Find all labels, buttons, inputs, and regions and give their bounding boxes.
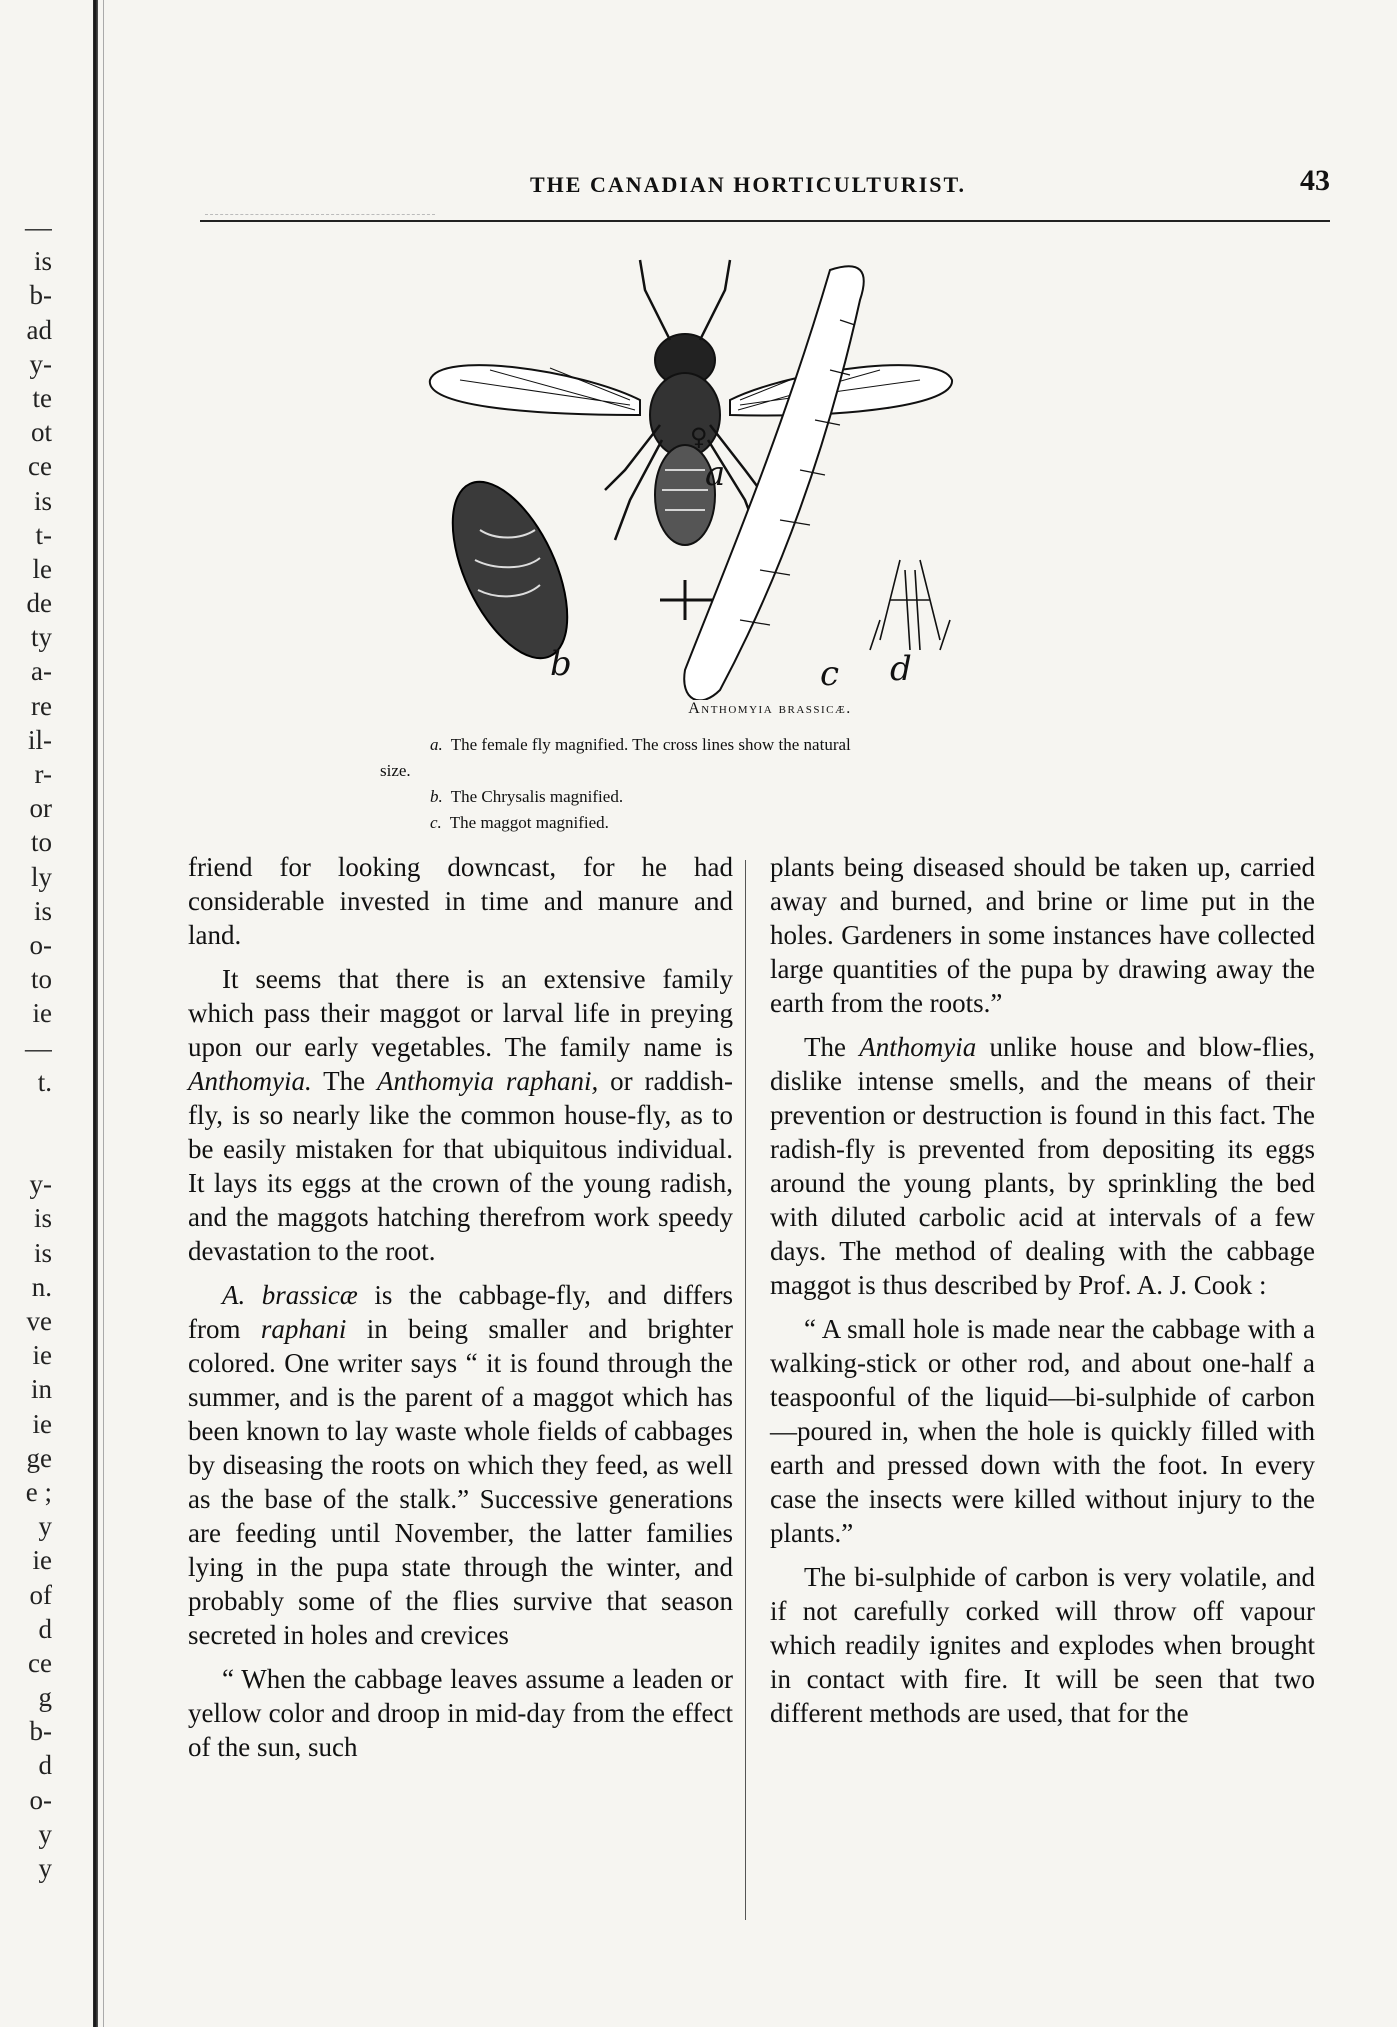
caption-title: Anthomyia brassicæ. [688,700,852,717]
caption-item-a-wrap: size. [380,761,411,780]
edge-fragment: o- [29,1784,52,1815]
facing-page-edge-text [0,210,52,1885]
edge-fragment: b- [29,1716,52,1747]
edge-fragment: b- [29,280,52,311]
edge-fragment: n. [31,1271,52,1302]
edge-fragment: g [38,1682,52,1713]
edge-fragment: ie [32,1545,52,1576]
journal-title: THE CANADIAN HORTICULTURIST. [530,172,967,197]
figure-caption [380,700,1120,836]
edge-fragment: d [38,1750,52,1781]
edge-fragment: is [33,246,52,277]
caption-item-c: c. The maggot magnified. [430,813,609,832]
edge-fragment: y [38,1818,52,1849]
edge-fragment: a- [31,656,52,687]
edge-fragment: to [30,964,52,995]
edge-fragment: is [33,485,52,516]
edge-fragment: y- [29,348,52,379]
paragraph: plants being diseased should be taken up, carried away and burned, and brine or lime put in the holes. Gardeners in some instances have collected large quantities of the pupa by drawing away the earth from the roots.” [770,852,1315,1018]
edge-fragment: ce [28,1647,52,1678]
anthomyia-illustration [400,240,1120,700]
paragraph: The Anthomyia unlike house and blow-flies, dislike intense smells, and the means of their prevention or destruction is found in this fact. The radish-fly is prevented from depositing its eggs around the young plants, by sprinkling the bed with diluted carbolic acid at intervals of a few days. The method of dealing with the cabbage maggot is thus described by Prof. A. J. Cook : [770,1032,1315,1300]
paragraph: The bi-sulphide of carbon is very volatile, and if not carefully corked will throw off vapour which readily ignites and explodes when brought in contact with fire. It will be seen that two different methods are used, that for the [770,1562,1315,1728]
edge-fragment: d [38,1613,52,1644]
edge-fragment: e ; [25,1476,52,1507]
edge-fragment: ly [30,861,52,892]
running-head [200,164,1330,208]
caption-item-b: b. The Chrysalis magnified. [430,787,624,806]
edge-fragment: is [33,1203,52,1234]
paragraph: A. brassicæ is the cabbage-fly, and differs from raphani in being smaller and brighter colored. One writer says “ it is found through the summer, and is the parent of a maggot which has been known to lay waste whole fields of cabbages by diseasing the roots on which they feed, as well as the base of the stalk.” Successive generations are feeding until November, the latter families lying in the pupa state through the winter, and probably some of the flies survive that season secreted in holes and crevices [188,1280,734,1650]
edge-fragment: ie [32,1408,52,1439]
caption-item-a: a. The female fly magnified. The cross lines show the natural [430,735,851,754]
figure-label-c: c [820,654,840,694]
gutter-line [103,0,104,2027]
paragraph: friend for looking downcast, for he had considerable invested in time and manure and land. [188,852,733,950]
edge-fragment: of [29,1579,52,1610]
edge-fragment: ie [32,1340,52,1371]
figure-label-b: b [550,644,572,684]
edge-fragment: il- [28,724,52,755]
edge-fragment [0,1099,52,1133]
paragraph: “ When the cabbage leaves assume a leaden or yellow color and droop in mid-day from the effect of the sun, such [188,1664,733,1762]
edge-fragment: — [25,1032,52,1063]
female-symbol: ♀ [690,423,708,451]
edge-fragment: ce [28,451,52,482]
edge-fragment: te [32,382,52,413]
edge-fragment: ge [26,1442,52,1473]
edge-fragment: o- [29,929,52,960]
edge-fragment: t. [37,1066,52,1097]
edge-fragment: is [33,1237,52,1268]
paragraph: “ A small hole is made near the cabbage with a walking-stick or other rod, and about one-half a teaspoonful of the liquid—bi-sulphide of carbon—poured in, when the hole is quickly filled with earth and pressed down with the foot. In every case the insects were killed without injury to the plants.” [770,1314,1315,1548]
edge-fragment: ot [30,417,52,448]
edge-fragment: de [26,588,52,619]
engraving-figure [400,240,1120,700]
edge-fragment [0,1133,52,1167]
edge-fragment: in [30,1374,52,1405]
column-rule [745,860,746,1920]
edge-fragment: or [29,793,52,824]
edge-fragment: is [33,895,52,926]
right-column [770,850,1315,1740]
header-rule [200,220,1330,222]
edge-fragment: — [25,212,52,242]
edge-fragment: ve [26,1306,52,1336]
edge-fragment: r- [34,759,52,789]
mouthparts-drawing [870,560,950,650]
edge-fragment: y [38,1511,52,1542]
paragraph: It seems that there is an extensive family which pass their maggot or larval life in preying upon our early vegetables. The family name is Anthomyia. The Anthomyia raphani, or raddish-fly, is so nearly like the common house-fly, as to be easily mistaken for that ubiquitous individual. It lays its eggs at the crown of the young radish, and the maggots hatching therefrom work speedy devastation to the root. [188,964,733,1266]
edge-fragment: y- [29,1169,52,1200]
page-number: 43 [1300,164,1330,197]
faint-rule [205,214,435,216]
edge-fragment: le [32,553,52,584]
edge-fragment: ad [26,314,52,345]
edge-fragment: ty [30,622,52,653]
edge-fragment: t- [35,519,52,550]
edge-fragment: y [38,1853,52,1883]
edge-fragment: ie [32,998,52,1029]
gutter-shadow [93,0,98,2027]
left-column [188,850,733,1774]
figure-label-d: d [890,649,912,689]
edge-fragment: to [30,827,52,858]
figure-label-a: a [705,454,726,494]
edge-fragment: re [31,690,52,721]
